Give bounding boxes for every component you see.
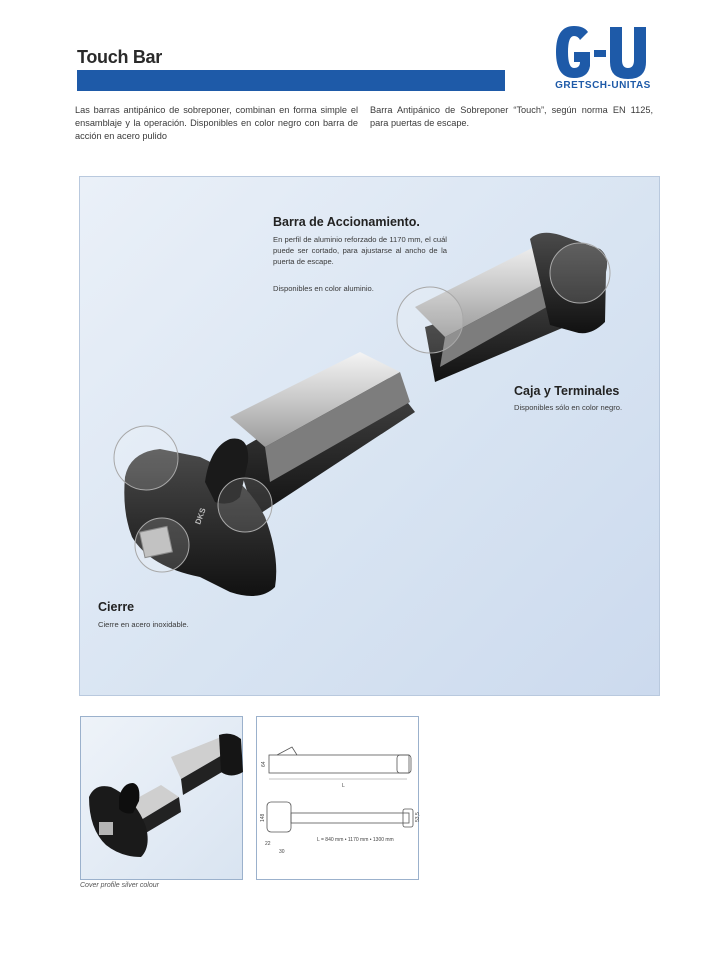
product-thumbnail	[80, 716, 243, 880]
logo-letter-g	[556, 26, 590, 78]
case-label: DKS	[193, 506, 208, 526]
callout-case-body: Disponibles sólo en color negro.	[514, 403, 623, 412]
product-hero-image	[79, 176, 660, 696]
callout-case-title: Caja y Terminales	[514, 384, 620, 398]
detail-circle-latch	[135, 518, 189, 572]
detail-circle-case	[114, 426, 178, 490]
drawing-height-label: 64	[261, 761, 267, 767]
intro-text-left: Las barras antipánico de sobreponer, combinan en forma simple el ensamblaje y la operación. Disponibles en color negro con barra de acción en acero pulido	[75, 105, 358, 141]
technical-drawing	[256, 716, 419, 880]
drawing-side-depth: 30	[279, 849, 285, 855]
drawing-end-height: 53,5	[415, 812, 421, 822]
page-title: Touch Bar	[77, 47, 162, 67]
logo-letter-u	[610, 27, 646, 79]
drawing-length-symbol: L	[342, 783, 345, 789]
drawing-side-height: 148	[260, 813, 266, 822]
callout-lock-title: Cierre	[98, 600, 135, 614]
detail-circle-endcap	[550, 243, 610, 303]
drawing-length-values: L = 840 mm • 1170 mm • 1300 mm	[317, 837, 394, 843]
drawing-side-small: 22	[265, 841, 271, 847]
title-accent-bar	[77, 70, 505, 91]
callout-bar-title: Barra de Accionamiento.	[273, 215, 420, 229]
thumbnail-caption: Cover profile silver colour	[80, 882, 159, 889]
logo-dash	[594, 50, 606, 57]
detail-circle-bar	[397, 287, 463, 353]
thumbnail-illustration	[81, 717, 244, 881]
logo-brand-mark: G-U	[602, 64, 604, 65]
callout-lock-body: Cierre en acero inoxidable.	[98, 620, 189, 629]
drawing-illustration	[257, 717, 420, 881]
intro-text-right: Barra Antipánico de Sobreponer “Touch”, según norma EN 1125, para puertas de escape.	[370, 105, 653, 128]
callout-bar-note: Disponibles en color aluminio.	[273, 284, 374, 293]
detail-circle-lever	[218, 478, 272, 532]
brand-name: GRETSCH-UNITAS	[555, 80, 651, 91]
callout-bar-body: En perfil de aluminio reforzado de 1170 mm, el cuál puede ser cortado, para ajustarse al ancho de la puerta de escape.	[273, 235, 447, 266]
